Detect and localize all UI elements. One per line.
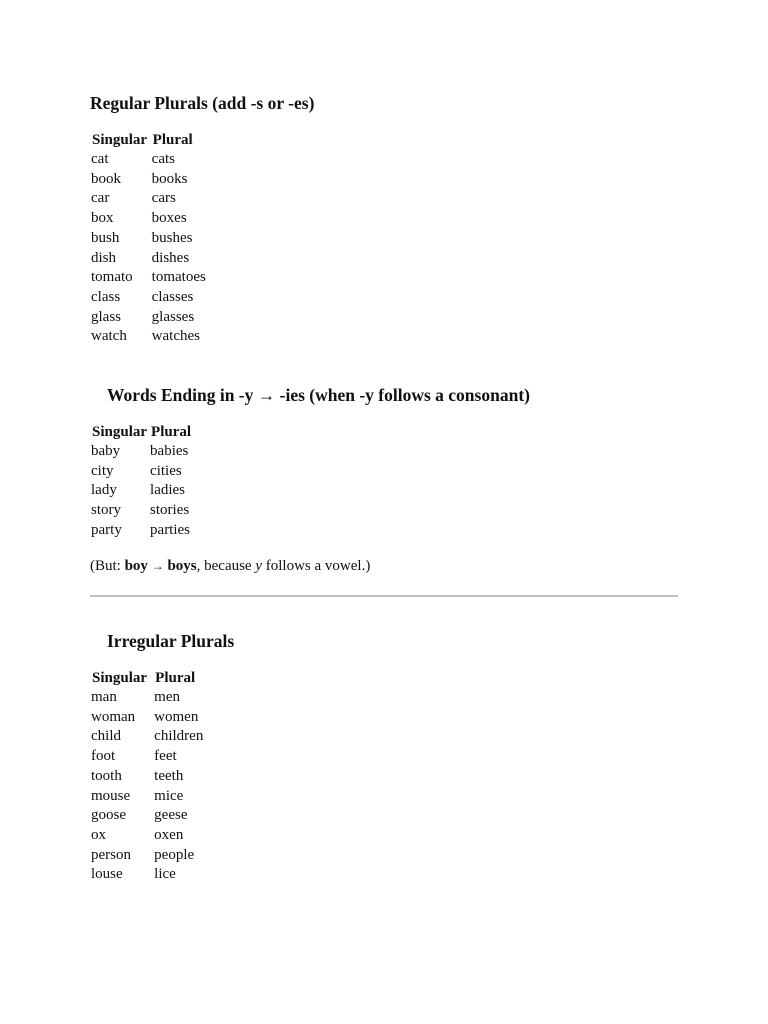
table-row (90, 268, 206, 288)
table-header-row (90, 130, 206, 150)
table-row (90, 481, 194, 501)
plural-cell: men (154, 689, 180, 705)
table-row (90, 209, 206, 229)
table-row (90, 826, 203, 846)
y-ending-heading-text: Words Ending in -y → -ies (when -y follows a consonant) (107, 385, 530, 405)
plural-cell: watches (151, 328, 200, 345)
note-italic-y: y (255, 558, 263, 574)
plural-cell: cities (150, 462, 182, 479)
singular-cell: party (91, 521, 122, 538)
singular-header: Singular (92, 132, 148, 148)
singular-cell: man (91, 689, 117, 705)
exception-note (90, 558, 370, 575)
note-suffix: follows a vowel.) (262, 558, 371, 574)
plural-cell: tomatoes (151, 269, 206, 286)
regular-plurals-heading: Regular Plurals (add -s or -es) (90, 93, 315, 113)
plural-cell: children (154, 728, 204, 745)
plural-cell: feet (154, 748, 177, 765)
table-row (90, 846, 203, 866)
irregular-plurals-table (90, 668, 203, 885)
plural-cell: people (154, 846, 195, 863)
plural-header: Plural (155, 670, 196, 686)
singular-cell: mouse (91, 787, 131, 804)
singular-cell: ox (91, 826, 106, 843)
table-row (90, 865, 203, 885)
plural-cell: bushes (151, 229, 193, 246)
note-middle: , because (196, 558, 256, 574)
table-row (90, 229, 206, 249)
plural-cell: dishes (151, 249, 190, 266)
singular-cell: glass (91, 308, 121, 325)
singular-cell: foot (91, 748, 116, 765)
singular-cell: child (91, 728, 121, 745)
plural-cell: geese (154, 807, 188, 824)
singular-cell: dish (91, 249, 117, 266)
table-row (90, 288, 206, 308)
note-word-boys: boys (167, 558, 197, 574)
table-row (90, 150, 206, 170)
singular-cell: car (91, 190, 110, 207)
table-row (90, 327, 206, 347)
singular-cell: watch (91, 328, 127, 345)
table-header-row (90, 422, 194, 442)
singular-cell: tomato (91, 269, 133, 286)
singular-cell: bush (91, 229, 120, 246)
y-ending-heading (107, 385, 530, 406)
table-row (90, 521, 194, 541)
note-prefix: (But: (90, 558, 125, 574)
singular-cell: city (91, 462, 114, 479)
singular-cell: tooth (91, 767, 122, 784)
singular-cell: book (91, 170, 121, 187)
plural-cell: classes (151, 288, 194, 305)
singular-cell: story (91, 502, 121, 519)
table-row (90, 787, 203, 807)
plural-header: Plural (152, 132, 193, 148)
table-row (90, 442, 194, 462)
regular-plurals-table (90, 130, 206, 347)
plural-cell: oxen (154, 826, 184, 843)
note-word-boy: boy (124, 558, 148, 574)
plural-cell: lice (154, 866, 176, 883)
y-ending-table (90, 422, 194, 541)
plural-cell: boxes (151, 210, 187, 227)
table-row (90, 462, 194, 482)
table-row (90, 249, 206, 269)
plural-cell: mice (154, 787, 184, 804)
plural-cell: parties (150, 521, 191, 538)
table-header-row (90, 668, 203, 688)
plural-cell: books (151, 170, 188, 187)
irregular-plurals-heading: Irregular Plurals (107, 631, 235, 651)
plural-cell: teeth (154, 767, 184, 784)
horizontal-divider (90, 595, 678, 597)
table-row (90, 727, 203, 747)
singular-cell: box (91, 210, 114, 227)
table-row (90, 767, 203, 787)
plural-cell: women (154, 708, 199, 725)
plural-cell: stories (150, 502, 190, 519)
singular-cell: baby (91, 443, 121, 459)
singular-cell: louse (91, 866, 123, 883)
plural-cell: ladies (150, 482, 186, 499)
singular-header: Singular (92, 670, 148, 686)
table-row (90, 308, 206, 328)
plural-header: Plural (151, 424, 192, 440)
arrow-icon: → (151, 559, 164, 573)
plural-cell: babies (150, 443, 189, 459)
singular-cell: class (91, 288, 121, 305)
singular-cell: cat (91, 151, 109, 167)
plural-cell: cats (151, 151, 175, 167)
table-row (90, 501, 194, 521)
table-row (90, 806, 203, 826)
singular-cell: lady (91, 482, 117, 499)
table-row (90, 189, 206, 209)
table-row (90, 747, 203, 767)
plural-cell: cars (151, 190, 176, 207)
table-row (90, 688, 203, 708)
plural-cell: glasses (151, 308, 195, 325)
singular-cell: person (91, 846, 131, 863)
table-row (90, 708, 203, 728)
singular-cell: woman (91, 708, 136, 725)
singular-cell: goose (91, 807, 126, 824)
singular-header: Singular (92, 424, 148, 440)
table-row (90, 170, 206, 190)
